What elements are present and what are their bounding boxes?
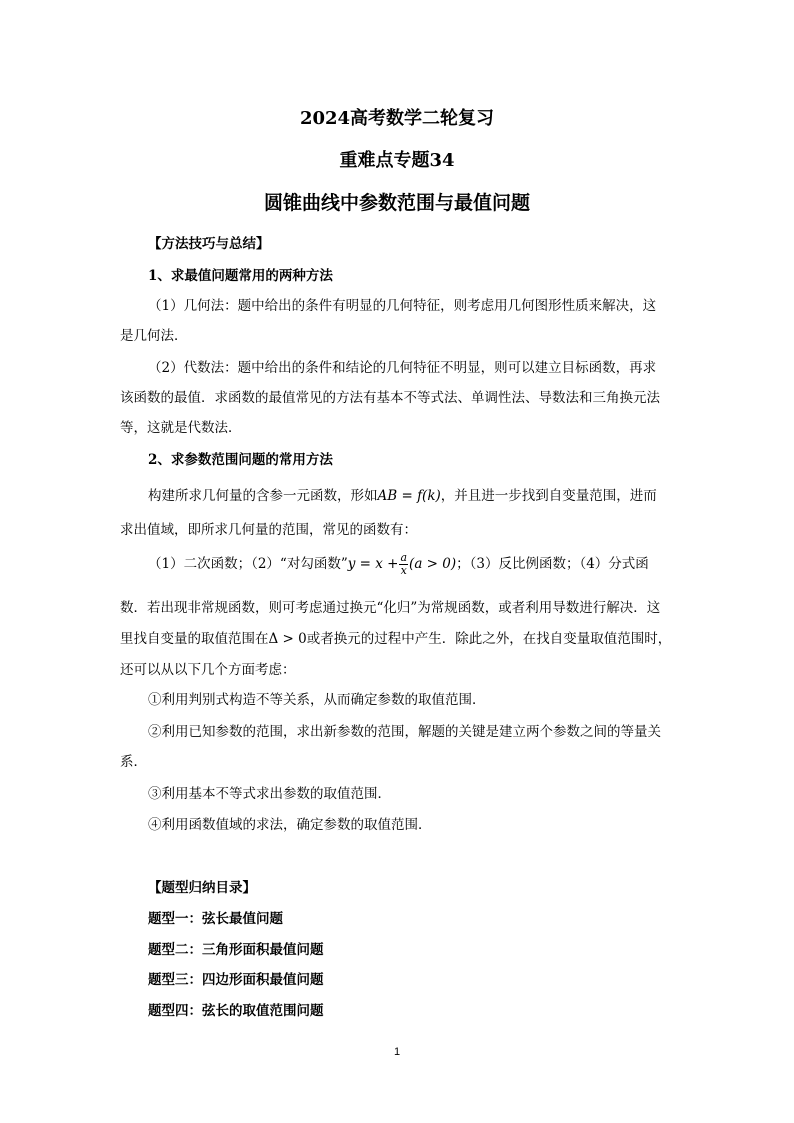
paragraph-function-construction-line1: [148, 484, 657, 504]
fraction-a-over-x: [399, 552, 408, 577]
paragraph-geometric-method-line2: 是几何法．: [120, 328, 188, 344]
consideration-item-2-line1: ②利用已知参数的范围，求出新参数的范围，解题的关键是建立两个参数之间的等量关: [148, 724, 661, 740]
section-heading-methods: 【方法技巧与总结】: [148, 236, 270, 252]
paragraph-function-types-line4: 还可以从以下几个方面考虑：: [120, 662, 296, 678]
topic-subtitle: 圆锥曲线中参数范围与最值问题: [263, 192, 530, 214]
formula-hook-function: y = x +: [347, 556, 399, 572]
formula-ab-equals-fk: AB = f(k): [377, 488, 441, 504]
text-fragment: 构建所求几何量的含参一元函数，形如: [148, 488, 378, 504]
paragraph-algebraic-method-line2: 该函数的最值．求函数的最值常见的方法有基本不等式法、单调性法、导数法和三角换元法: [120, 390, 660, 406]
type-item-1: 题型一：弦长最值问题: [148, 911, 283, 927]
paragraph-geometric-method-line1: （1）几何法：题中给出的条件有明显的几何特征，则考虑用几何图形性质来解决，这: [148, 298, 657, 314]
paragraph-function-construction-line2: 求出值域，即所求几何量的范围，常见的函数有：: [120, 522, 417, 538]
text-fragment: ，并且进一步找到自变量范围，进而: [440, 488, 657, 504]
text-fragment: （1）二次函数；（2）“对勾函数”: [148, 556, 348, 572]
paragraph-function-types-line1: [148, 552, 649, 577]
fraction-denominator: x: [400, 564, 407, 577]
consideration-item-1: ①利用判别式构造不等关系，从而确定参数的取值范围．: [148, 692, 486, 708]
consideration-item-2-line2: 系．: [120, 754, 147, 770]
paragraph-function-types-line2: 数．若出现非常规函数，则可考虑通过换元“化归”为常规函数，或者利用导数进行解决．这: [120, 600, 661, 616]
topic-number-title: 重难点专题34: [339, 150, 455, 171]
main-title: 2024高考数学二轮复习: [299, 108, 495, 129]
heading-parameter-range-methods: 2、求参数范围问题的常用方法: [148, 452, 333, 468]
consideration-item-4: ④利用函数值域的求法，确定参数的取值范围．: [148, 817, 432, 833]
type-item-2: 题型二：三角形面积最值问题: [148, 942, 324, 958]
paragraph-algebraic-method-line1: （2）代数法：题中给出的条件和结论的几何特征不明显，则可以建立目标函数，再求: [148, 360, 657, 376]
type-item-3: 题型三：四边形面积最值问题: [148, 972, 324, 988]
consideration-item-3: ③利用基本不等式求出参数的取值范围．: [148, 786, 391, 802]
formula-condition: (a > 0): [409, 556, 457, 572]
fraction-numerator: a: [400, 551, 408, 564]
page-number: 1: [393, 1046, 401, 1058]
paragraph-algebraic-method-line3: 等，这就是代数法．: [120, 420, 242, 436]
heading-extremum-methods: 1、求最值问题常用的两种方法: [148, 268, 333, 284]
text-fragment: ；（3）反比例函数；（4）分式函: [456, 556, 649, 572]
paragraph-function-types-line3: 里找自变量的取值范围在Δ > 0或者换元的过程中产生．除此之外，在找自变量取值范围时，: [120, 631, 672, 647]
type-item-4: 题型四：弦长的取值范围问题: [148, 1003, 324, 1019]
section-heading-types: 【题型归纳目录】: [148, 880, 256, 896]
